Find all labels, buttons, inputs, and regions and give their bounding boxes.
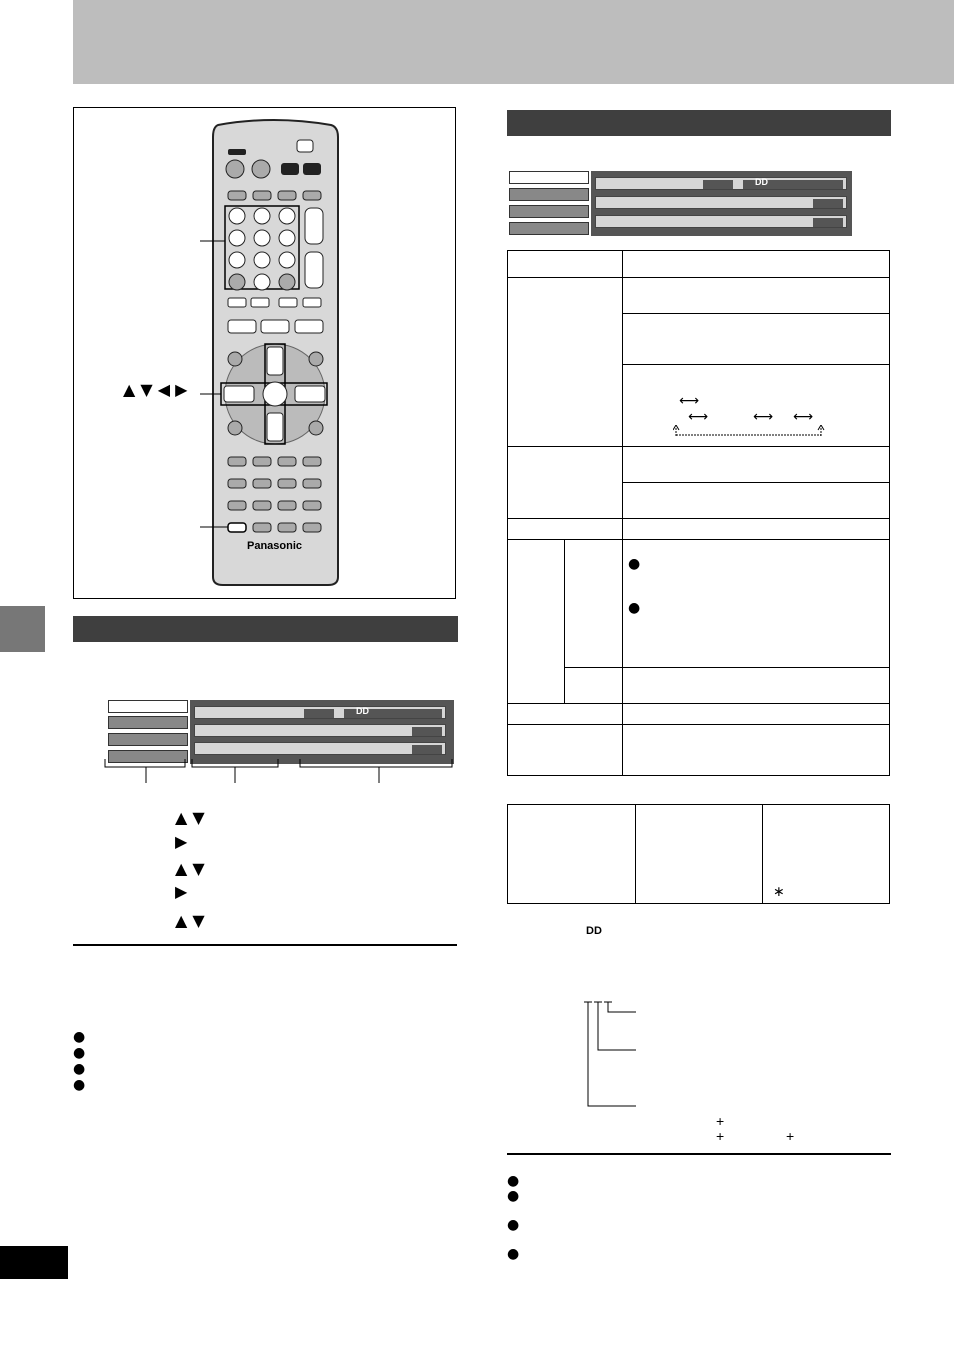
plus-sign-1: +	[716, 1113, 725, 1129]
osd-tab-4	[509, 222, 589, 235]
osd-bracket-callouts	[100, 757, 460, 787]
right-osd-diagram	[509, 171, 852, 237]
right-bullet-1: ●	[507, 1173, 520, 1189]
settings-table	[507, 250, 890, 776]
plus-sign-3: +	[786, 1128, 795, 1144]
cycle-arrow-3: ⟷	[753, 409, 774, 425]
osd-row-2	[595, 196, 847, 209]
header-bar	[73, 0, 954, 84]
left-section-bar	[73, 616, 458, 642]
left-bullet-4: ●	[73, 1077, 86, 1093]
remote-brand-logo: Panasonic	[247, 540, 303, 552]
step-arrow-1: ▲ ▼	[175, 808, 205, 827]
osd-tab-1	[509, 171, 589, 184]
osd-row-2	[194, 724, 446, 737]
right-bullet-2: ●	[507, 1188, 520, 1204]
osd-chip-1	[703, 180, 733, 189]
step-arrow-5: ▲ ▼	[175, 911, 205, 930]
channel-bracket-diagram	[580, 998, 650, 1110]
step-arrow-3: ▲ ▼	[175, 859, 205, 878]
right-bullet-3: ●	[507, 1217, 520, 1233]
info-box	[507, 804, 890, 904]
left-bullet-1: ●	[73, 1029, 86, 1045]
osd-chip-4	[813, 218, 843, 227]
dolby-mark-icon: DD	[356, 706, 369, 716]
right-bullet-4: ●	[507, 1246, 520, 1262]
osd-chip-3	[412, 727, 442, 736]
dolby-mark-note-icon: DD	[586, 925, 602, 937]
left-divider	[73, 944, 457, 946]
cycle-arrow-4: ⟷	[793, 409, 814, 425]
dolby-mark-icon: DD	[755, 177, 768, 187]
left-bullet-3: ●	[73, 1061, 86, 1077]
cycle-arrow-1: ⟷	[679, 393, 700, 409]
osd-tab-2	[509, 188, 589, 201]
chapter-tab	[0, 606, 45, 652]
table-bullet-1: ●	[628, 556, 641, 572]
right-section-bar	[507, 110, 891, 136]
right-divider	[507, 1153, 891, 1155]
osd-chip-1	[304, 709, 334, 718]
osd-tab-2	[108, 716, 188, 729]
step-arrow-4: ▶	[175, 882, 188, 901]
osd-tab-3	[509, 205, 589, 218]
osd-tab-3	[108, 733, 188, 746]
asterisk-note: ∗	[773, 883, 785, 899]
page-number-tab	[0, 1246, 68, 1279]
osd-row-3	[595, 215, 847, 228]
osd-tab-1	[108, 700, 188, 713]
cycle-arrow-2: ⟷	[688, 409, 709, 425]
table-bullet-2: ●	[628, 600, 641, 616]
osd-chip-3	[813, 199, 843, 208]
arrow-keys-label: ▲ ▼ ◀ ▶	[123, 380, 188, 399]
cycle-loop-arrow	[673, 425, 825, 437]
osd-chip-4	[412, 745, 442, 754]
plus-sign-2: +	[716, 1128, 725, 1144]
step-arrow-2: ▶	[175, 832, 188, 851]
remote-control-illustration	[73, 107, 456, 599]
left-bullet-2: ●	[73, 1045, 86, 1061]
osd-row-3	[194, 742, 446, 755]
